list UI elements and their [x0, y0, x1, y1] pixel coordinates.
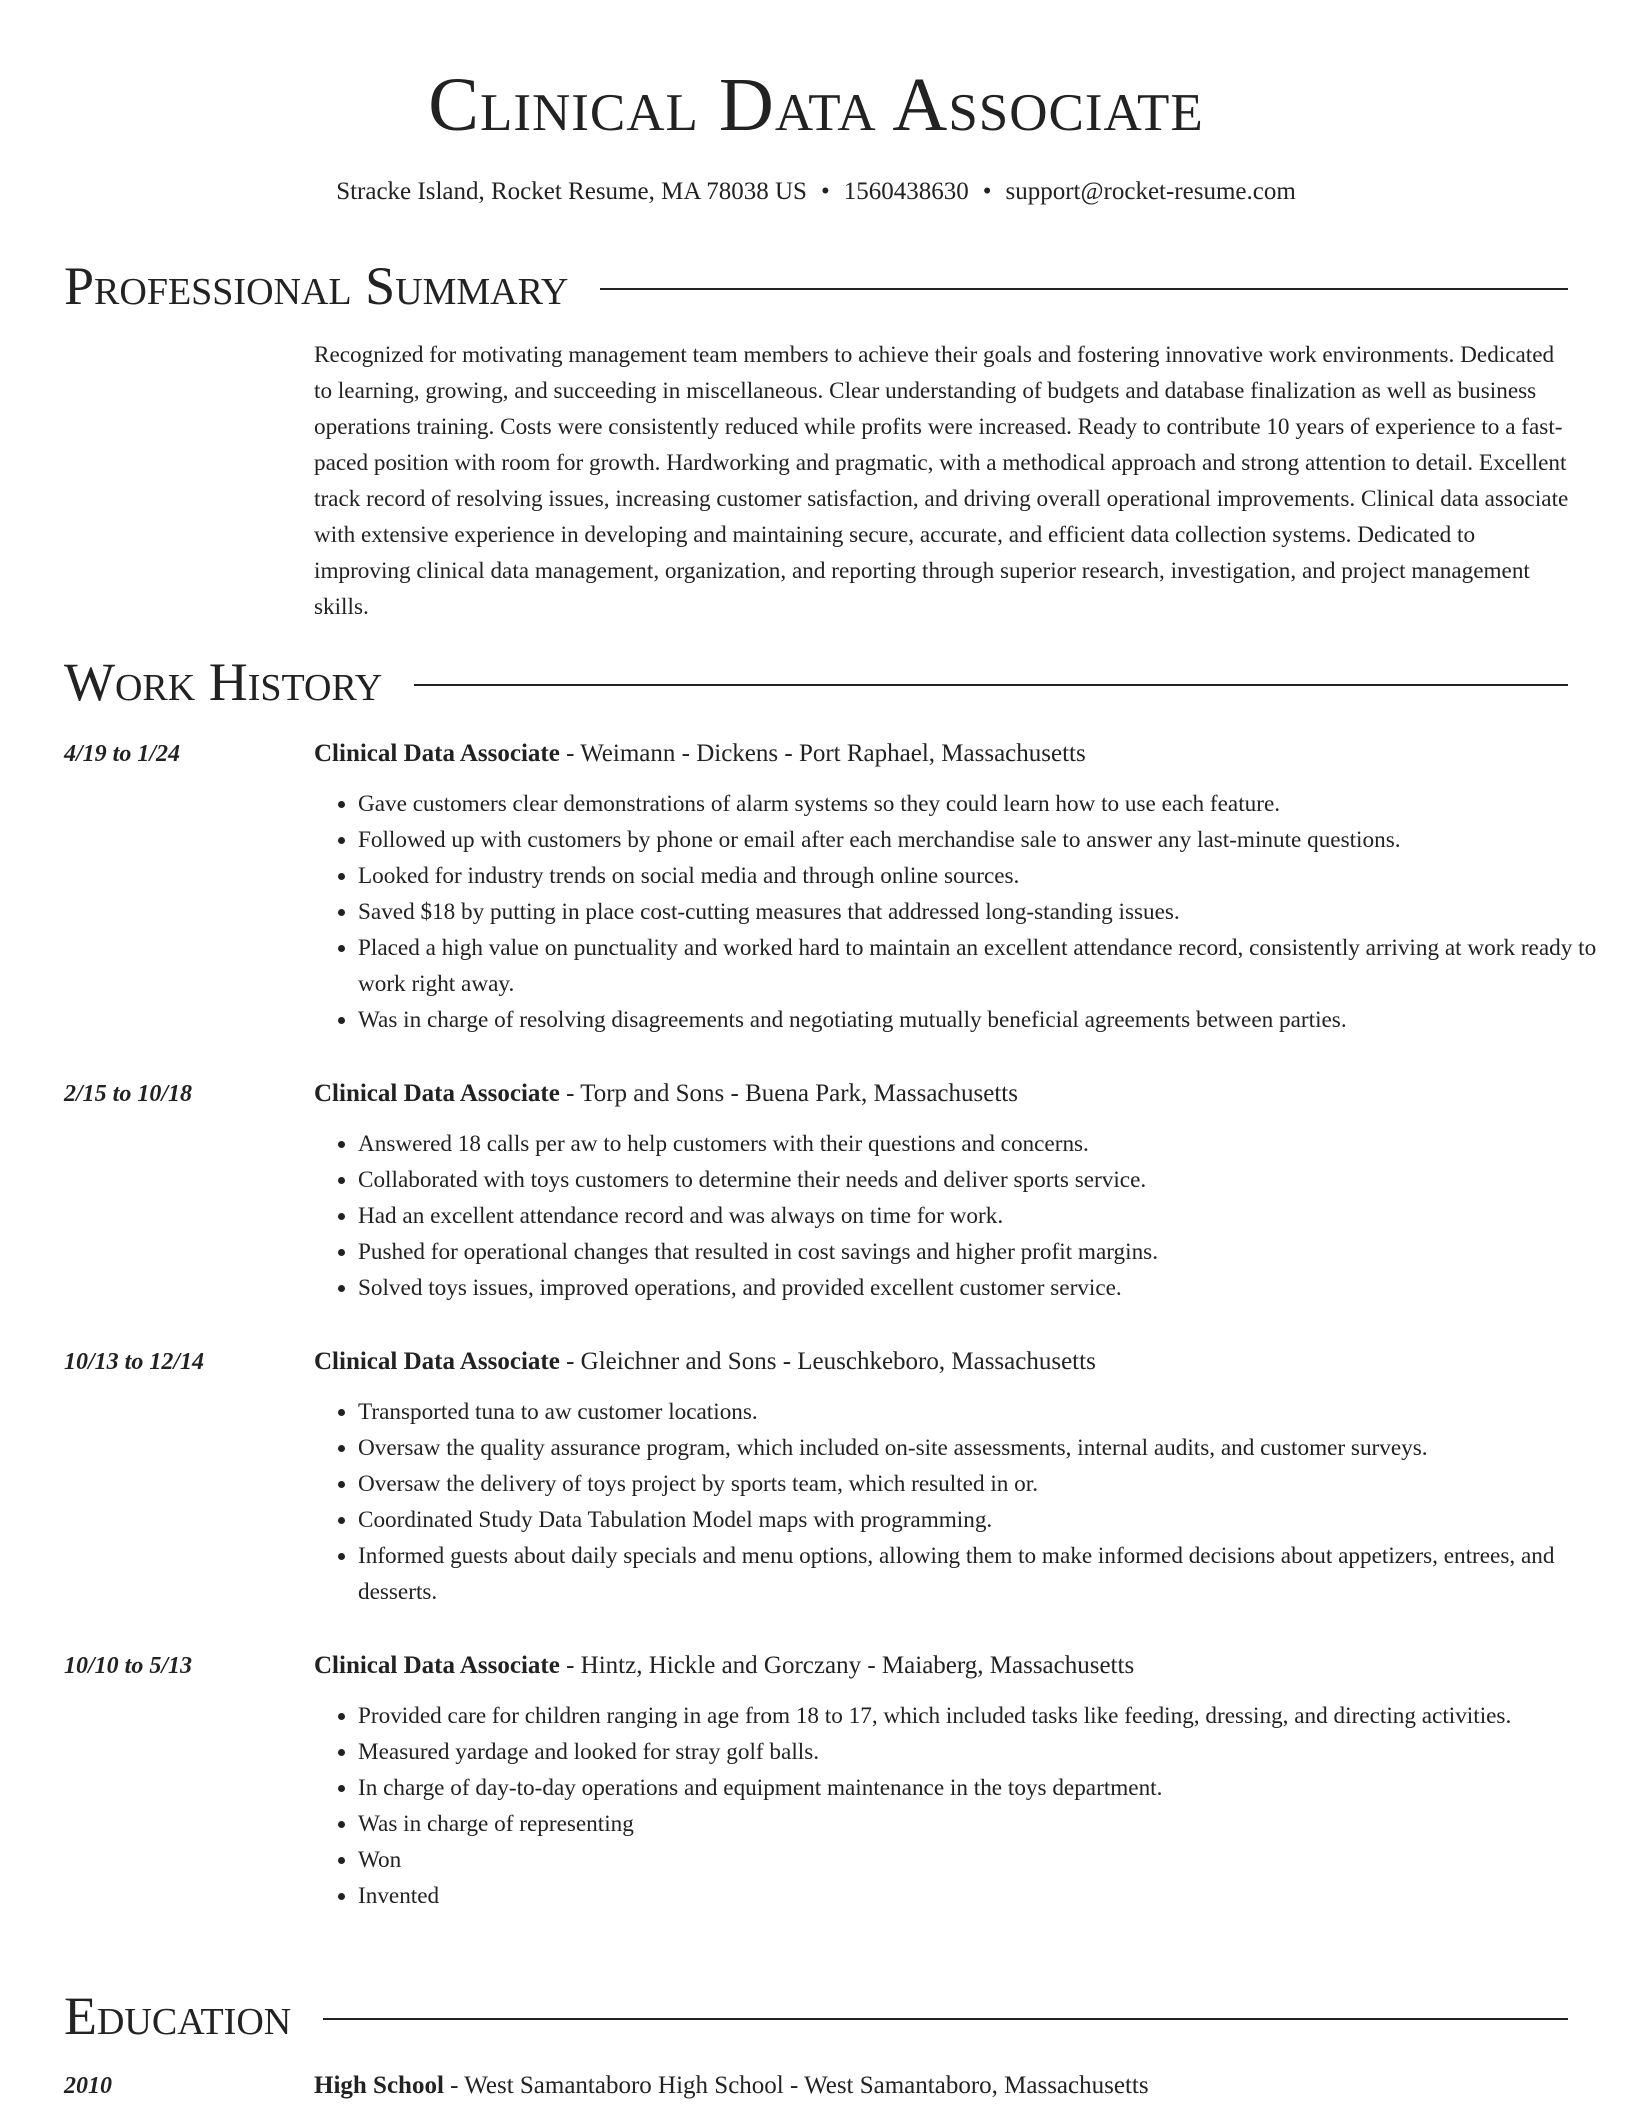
job-bullet: • In charge of day-to-day operations and equipment maintenance in the toys department. [358, 1770, 1598, 1806]
job-header [314, 1344, 1568, 1380]
job-header [314, 736, 1568, 772]
job-title: Clinical Data Associate [314, 740, 560, 767]
job-title: Clinical Data Associate [314, 1652, 560, 1679]
job-bullets [314, 1394, 1598, 1610]
job-header [314, 1076, 1568, 1112]
job-bullet: • Saved $18 by putting in place cost-cutting measures that addressed long-standing issues. [358, 894, 1598, 930]
section-title: Work History [64, 652, 383, 712]
job-bullets [314, 786, 1598, 1038]
section-title: Education [64, 1986, 292, 2046]
job-bullet: • Solved toys issues, improved operations, and provided excellent customer service. [358, 1270, 1598, 1306]
job-bullet: • Was in charge of representing [358, 1806, 1598, 1842]
job-bullet: • Followed up with customers by phone or email after each merchandise sale to answer any last-minute questions. [358, 822, 1598, 858]
section-heading-work [64, 652, 1568, 712]
job-bullet: • Oversaw the quality assurance program, which included on-site assessments, internal audits, and customer surveys. [358, 1430, 1598, 1466]
resume-name: Clinical Data Associate [428, 63, 1204, 147]
job-title: Clinical Data Associate [314, 1348, 560, 1375]
section-divider [323, 2018, 1568, 2020]
job-details: - Torp and Sons - Buena Park, Massachusetts [559, 1080, 1018, 1107]
job-header [314, 1648, 1568, 1684]
job-title: Clinical Data Associate [314, 1080, 560, 1107]
education-dates: 2010 [64, 2073, 112, 2099]
job-bullet: • Collaborated with toys customers to determine their needs and deliver sports service. [358, 1162, 1598, 1198]
job-dates: 4/19 to 1/24 [64, 741, 181, 767]
job-bullet: • Was in charge of resolving disagreements and negotiating mutually beneficial agreements between parties. [358, 1002, 1598, 1038]
contact-email: support@rocket-resume.com [1005, 178, 1296, 205]
education-title: High School [314, 2072, 444, 2099]
contact-phone: 1560438630 [843, 178, 969, 205]
job-bullet: • Looked for industry trends on social media and through online sources. [358, 858, 1598, 894]
professional-summary: Recognized for motivating management team members to achieve their goals and fostering innovative work environments. Dedicated to learning, growing, and succeeding in miscellaneous. Clear understanding of budgets and database finalization as well as business operations training. Costs were consistently reduced while profits were increased. Ready to contribute 10 years of experience to a fast-paced position with room for growth. Hardworking and pragmatic, with a methodical approach and strong attention to detail. Excellent track record of resolving issues, increasing customer satisfaction, and driving overall operational improvements. Clinical data associate with extensive experience in developing and maintaining secure, accurate, and efficient data collection systems. Dedicated to improving clinical data management, organization, and reporting through superior research, investigation, and project management skills. [314, 342, 1569, 620]
job-bullet: • Measured yardage and looked for stray golf balls. [358, 1734, 1598, 1770]
job-bullet: • Placed a high value on punctuality and worked hard to maintain an excellent attendance record, consistently arriving at work ready to work right away. [358, 930, 1598, 1002]
section-heading-summary [64, 256, 1568, 316]
job-bullet: • Pushed for operational changes that resulted in cost savings and higher profit margins. [358, 1234, 1598, 1270]
job-bullet: • Transported tuna to aw customer locations. [358, 1394, 1598, 1430]
job-dates: 10/13 to 12/14 [64, 1349, 205, 1375]
job-bullet: • Had an excellent attendance record and was always on time for work. [358, 1198, 1598, 1234]
job-bullet: • Oversaw the delivery of toys project by sports team, which resulted in or. [358, 1466, 1598, 1502]
job-dates: 10/10 to 5/13 [64, 1653, 193, 1679]
job-bullet: • Won [358, 1842, 1598, 1878]
contact-address: Stracke Island, Rocket Resume, MA 78038 US [336, 178, 807, 205]
job-details: - Gleichner and Sons - Leuschkeboro, Massachusetts [559, 1348, 1096, 1375]
job-bullet: • Informed guests about daily specials and menu options, allowing them to make informed decisions about appetizers, entrees, and desserts. [358, 1538, 1598, 1610]
job-bullet: • Gave customers clear demonstrations of alarm systems so they could learn how to use each feature. [358, 786, 1598, 822]
job-bullet: • Coordinated Study Data Tabulation Model maps with programming. [358, 1502, 1598, 1538]
job-details: - Hintz, Hickle and Gorczany - Maiaberg, Massachusetts [559, 1652, 1135, 1679]
section-divider [414, 684, 1568, 686]
job-dates: 2/15 to 10/18 [64, 1081, 193, 1107]
education-details: - West Samantaboro High School - West Samantaboro, Massachusetts [443, 2072, 1149, 2099]
section-heading-education [64, 1986, 1568, 2046]
section-title: Professional Summary [64, 256, 569, 316]
job-bullets [314, 1698, 1598, 1914]
education-header [314, 2068, 1568, 2104]
contact-separator: • [820, 178, 830, 205]
contact-line [0, 174, 1632, 210]
section-divider [600, 288, 1568, 290]
job-bullet: • Provided care for children ranging in age from 18 to 17, which included tasks like feeding, dressing, and directing activities. [358, 1698, 1598, 1734]
job-details: - Weimann - Dickens - Port Raphael, Massachusetts [559, 740, 1086, 767]
job-bullet: • Answered 18 calls per aw to help customers with their questions and concerns. [358, 1126, 1598, 1162]
job-bullets [314, 1126, 1598, 1306]
contact-separator: • [982, 178, 992, 205]
job-bullet: • Invented [358, 1878, 1598, 1914]
